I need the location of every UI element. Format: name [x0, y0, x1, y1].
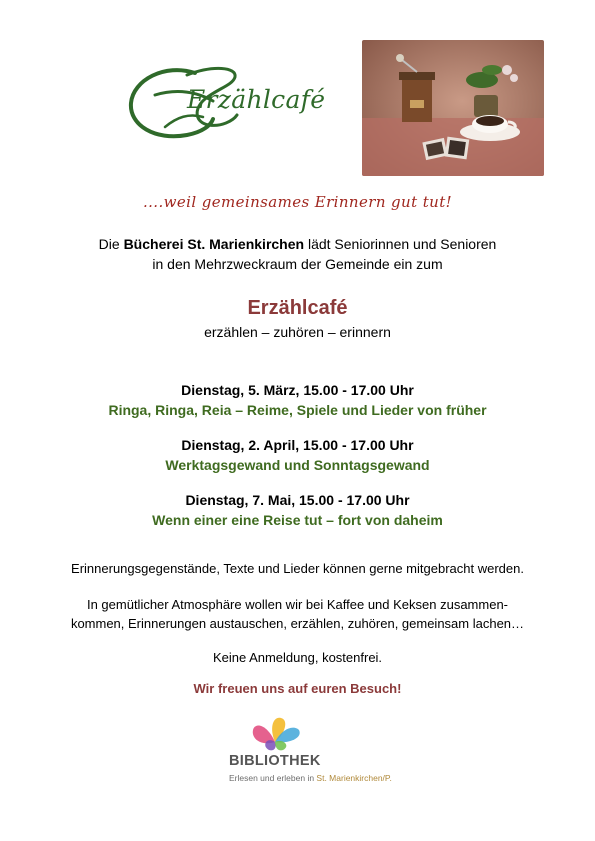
intro-suffix: lädt Seniorinnen und Senioren [304, 236, 497, 252]
butterfly-icon [245, 712, 305, 752]
intro-prefix: Die [98, 236, 124, 252]
library-tagline [229, 773, 392, 783]
library-tagline-place: St. Marienkirchen/P. [316, 773, 392, 783]
library-tagline-prefix: Erlesen und erleben in [229, 773, 317, 783]
atmosphere-line-2: kommen, Erinnerungen austauschen, erzählen, zuhören, gemeinsam lachen… [70, 616, 525, 631]
intro-line-1 [0, 234, 595, 254]
registration-note: Keine Anmeldung, kostenfrei. [212, 650, 383, 665]
bring-items-note: Erinnerungsgegenstände, Texte und Lieder können gerne mitgebracht werden. [71, 561, 524, 576]
event-date-3: Dienstag, 7. Mai, 15.00 - 17.00 Uhr [185, 492, 410, 508]
coffee-grinder-photo [362, 40, 544, 176]
intro-text [0, 234, 595, 274]
event-subtitle: erzählen – zuhören – erinnern [204, 324, 391, 340]
library-name: Bücherei St. Marienkirchen [123, 236, 305, 252]
tagline: ....weil gemeinsames Erinnern gut tut! [142, 193, 453, 211]
event-date-1: Dienstag, 5. März, 15.00 - 17.00 Uhr [181, 382, 414, 398]
intro-line-2: in den Mehrzweckraum der Gemeinde ein zum [152, 256, 443, 272]
coffee-still-life-image [362, 40, 544, 176]
event-topic-1: Ringa, Ringa, Reia – Reime, Spiele und Lieder von früher [108, 402, 487, 418]
atmosphere-line-1: In gemütlicher Atmosphäre wollen wir bei Kaffee und Keksen zusammen- [86, 597, 509, 612]
event-title: Erzählcafé [247, 297, 348, 319]
logo-wordmark: Erzählcafé [187, 85, 326, 114]
library-logo [225, 712, 390, 790]
event-date-2: Dienstag, 2. April, 15.00 - 17.00 Uhr [181, 437, 414, 453]
event-topic-3: Wenn einer eine Reise tut – fort von daheim [152, 512, 443, 528]
erzaehlcafe-logo [125, 55, 355, 150]
library-wordmark: BIBLIOTHEK [229, 753, 321, 769]
event-topic-2: Werktagsgewand und Sonntagsgewand [165, 457, 430, 473]
welcome-message: Wir freuen uns auf euren Besuch! [193, 681, 402, 696]
